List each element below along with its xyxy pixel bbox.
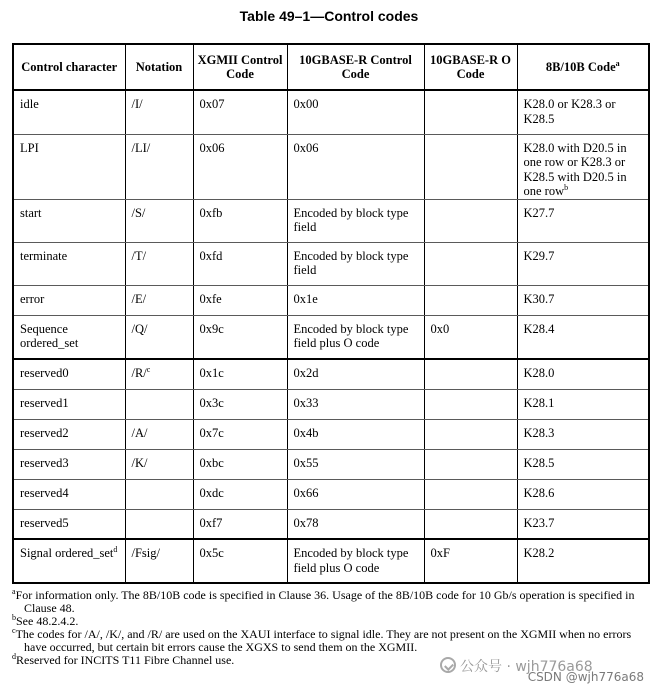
cell-10gbase-r-control-code-text: 0x2d [293,366,319,380]
header-10gbase-r-o-code: 10GBASE-R O Code [424,44,517,90]
cell-notation-text: /A/ [131,425,148,440]
cell-8b10b-code [517,359,649,389]
cell-control-character [13,389,125,419]
cell-10gbase-r-control-code-text: 0x78 [293,515,319,530]
cell-10gbase-r-o-code [424,449,517,479]
cell-xgmii-control-code [193,479,287,509]
header-8b10b-code-label: 8B/10B Code [545,59,616,74]
footnote-text: For information only. The 8B/10B code is specified in Clause 36. Usage of the 8B/10B code for 10 Gb/s operation is specified in Clause 48. [15,588,635,615]
table-row [13,449,649,479]
cell-notation-text: /I/ [131,97,143,111]
cell-10gbase-r-o-code [424,242,517,285]
cell-control-character [13,285,125,315]
cell-control-character [13,509,125,539]
cell-10gbase-r-o-code [424,389,517,419]
cell-control-character-text: reserved0 [20,366,69,380]
cell-8b10b-code [517,199,649,242]
table-header-row [13,44,649,90]
cell-10gbase-r-control-code-text: 0x4b [293,425,319,440]
control-codes-table [12,43,650,584]
cell-control-character-text: error [20,291,45,306]
table-row [13,359,649,389]
cell-10gbase-r-o-code [424,199,517,242]
cell-notation-text: /Q/ [131,321,148,336]
csdn-watermark: CSDN @wjh776a68 [527,670,644,684]
cell-10gbase-r-control-code [287,389,424,419]
cell-xgmii-control-code-text: 0xfb [199,205,223,220]
footnote: $^a$For information only. The 8B/10B code is specified in Clause 36. Usage of the 8B/10B code for 10 Gb/s operation is specified in Clause 48. [12,587,635,615]
cell-control-character-text: reserved2 [20,425,69,440]
cell-10gbase-r-control-code-text: 0x06 [293,140,319,155]
cell-8b10b-code [517,449,649,479]
cell-xgmii-control-code [193,242,287,285]
cell-8b10b-code-text: K28.4 [523,321,555,336]
cell-control-character [13,315,125,359]
footnote: $^c$The codes for /A/, /K/, and /R/ are used on the XAUI interface to signal idle. They are not present on the XGMII when no errors have occurred, but certain bit errors cause the XGXS to send them on the XGMII. [12,626,632,654]
cell-10gbase-r-o-code [424,134,517,199]
cell-10gbase-r-o-code [424,509,517,539]
cell-xgmii-control-code [193,359,287,389]
cell-10gbase-r-control-code [287,479,424,509]
header-control-character: Control character [13,44,125,90]
cell-10gbase-r-control-code [287,419,424,449]
cell-control-character [13,449,125,479]
cell-10gbase-r-control-code [287,449,424,479]
cell-8b10b-code-text: K30.7 [523,291,555,306]
cell-10gbase-r-o-code-text: 0xF [430,546,450,560]
cell-notation [125,419,193,449]
cell-10gbase-r-control-code-text: 0x55 [293,455,319,470]
cell-10gbase-r-control-code [287,509,424,539]
cell-8b10b-code [517,134,649,199]
header-notation: Notation [125,44,193,90]
cell-10gbase-r-control-code [287,285,424,315]
cell-10gbase-r-control-code-text: Encoded by block type field [293,205,409,234]
cell-8b10b-code-text: K28.0 or K28.3 or K28.5 [523,97,616,126]
cell-10gbase-r-control-code-text: 0x66 [293,485,319,500]
cell-10gbase-r-control-code-text: 0x1e [293,291,318,306]
cell-notation [125,449,193,479]
cell-8b10b-code-text: K28.1 [523,395,555,410]
footnote-text: See 48.2.4.2. [16,614,79,628]
cell-control-character [13,539,125,583]
header-10gbase-r-control-code: 10GBASE-R Control Code [287,44,424,90]
cell-8b10b-code-text: K28.0 with D20.5 in one row or K28.3 or K28.5 with D20.5 in one row [523,140,627,198]
cell-control-character-text: reserved4 [20,485,69,500]
cell-xgmii-control-code-text: 0x7c [199,425,224,440]
table-row [13,509,649,539]
cell-notation [125,539,193,583]
cell-control-character [13,90,125,134]
cell-8b10b-code [517,479,649,509]
cell-notation-text: /Fsig/ [131,546,160,560]
table-title: Table 49–1—Control codes [239,8,419,24]
cell-xgmii-control-code [193,539,287,583]
cell-10gbase-r-control-code-text: Encoded by block type field [293,248,409,277]
cell-notation-text: /R/ [131,366,147,380]
cell-notation [125,509,193,539]
cell-xgmii-control-code-text: 0xfe [199,291,222,306]
footnote-ref-d: d [113,544,118,554]
cell-10gbase-r-control-code [287,199,424,242]
cell-8b10b-code-text: K28.5 [523,455,555,470]
cell-control-character-text: start [20,205,42,220]
cell-notation [125,315,193,359]
cell-control-character-text: reserved3 [20,455,69,470]
cell-notation [125,199,193,242]
cell-control-character-text: Signal ordered_set [20,546,114,560]
cell-notation [125,242,193,285]
cell-notation [125,90,193,134]
wechat-watermark-text: 公众号 · wjh776a68 [460,659,593,675]
cell-xgmii-control-code-text: 0x9c [199,321,224,336]
cell-8b10b-code [517,389,649,419]
cell-control-character-text: reserved1 [20,395,69,410]
cell-control-character [13,134,125,199]
cell-8b10b-code [517,242,649,285]
cell-10gbase-r-control-code-text: 0x00 [293,97,319,111]
table-row [13,134,649,199]
cell-xgmii-control-code-text: 0x06 [199,140,225,155]
cell-control-character [13,479,125,509]
cell-10gbase-r-control-code [287,242,424,285]
cell-notation-text: /S/ [131,205,146,220]
cell-8b10b-code-text: K28.6 [523,485,555,500]
cell-xgmii-control-code [193,199,287,242]
footnote-ref-b: b [564,182,569,192]
cell-control-character-text: reserved5 [20,515,69,530]
cell-10gbase-r-o-code [424,359,517,389]
cell-8b10b-code [517,315,649,359]
footnote-ref-a: a [615,58,620,68]
cell-8b10b-code-text: K23.7 [523,515,555,530]
table-row [13,419,649,449]
cell-xgmii-control-code [193,90,287,134]
cell-8b10b-code-text: K28.3 [523,425,555,440]
cell-xgmii-control-code [193,419,287,449]
cell-xgmii-control-code-text: 0xf7 [199,515,223,530]
cell-8b10b-code-text: K29.7 [523,248,555,263]
cell-10gbase-r-control-code-text: 0x33 [293,395,319,410]
table-row [13,539,649,583]
cell-8b10b-code-text: K28.2 [523,546,555,560]
table-body [13,90,649,583]
cell-8b10b-code [517,509,649,539]
cell-notation-text: /K/ [131,455,148,470]
table-row [13,285,649,315]
table-row [13,199,649,242]
cell-xgmii-control-code-text: 0x07 [199,97,225,111]
cell-8b10b-code [517,539,649,583]
cell-10gbase-r-control-code-text: Encoded by block type field plus O code [293,321,409,350]
table-row [13,90,649,134]
cell-10gbase-r-o-code [424,539,517,583]
table-row [13,389,649,419]
cell-control-character-text: Sequence ordered_set [20,321,79,350]
cell-8b10b-code [517,419,649,449]
cell-xgmii-control-code [193,315,287,359]
cell-notation-text: /E/ [131,291,147,306]
cell-xgmii-control-code [193,449,287,479]
cell-xgmii-control-code-text: 0xbc [199,455,224,470]
cell-10gbase-r-o-code [424,90,517,134]
cell-xgmii-control-code-text: 0xdc [199,485,224,500]
cell-10gbase-r-o-code [424,285,517,315]
footnote-ref-c: c [146,364,151,374]
cell-control-character-text: LPI [20,140,39,155]
header-8b10b-code [517,44,649,90]
cell-10gbase-r-o-code [424,315,517,359]
cell-notation [125,479,193,509]
table-row [13,242,649,285]
cell-10gbase-r-o-code [424,479,517,509]
cell-control-character-text: idle [20,97,39,111]
cell-notation-text: /T/ [131,248,147,263]
cell-8b10b-code [517,90,649,134]
cell-8b10b-code-text: K27.7 [523,205,555,220]
cell-xgmii-control-code-text: 0x3c [199,395,224,410]
cell-control-character [13,242,125,285]
cell-10gbase-r-control-code [287,90,424,134]
header-xgmii-control-code: XGMII Control Code [193,44,287,90]
cell-control-character-text: terminate [20,248,68,263]
footnote: $^d$Reserved for INCITS T11 Fibre Channel use. [12,652,235,667]
footnote-text: Reserved for INCITS T11 Fibre Channel use. [16,653,235,667]
cell-10gbase-r-control-code [287,359,424,389]
cell-xgmii-control-code [193,134,287,199]
cell-10gbase-r-control-code [287,134,424,199]
cell-notation [125,359,193,389]
cell-notation [125,389,193,419]
cell-xgmii-control-code [193,389,287,419]
cell-10gbase-r-control-code [287,539,424,583]
cell-10gbase-r-o-code-text: 0x0 [430,321,450,336]
cell-control-character [13,359,125,389]
cell-notation [125,134,193,199]
cell-8b10b-code-text: K28.0 [523,366,555,380]
cell-control-character [13,419,125,449]
table-row [13,479,649,509]
footnote: $^b$See 48.2.4.2. [12,613,79,628]
cell-notation-text: /LI/ [131,140,151,155]
footnote-text: The codes for /A/, /K/, and /R/ are used on the XAUI interface to signal idle. They are not present on the XGMII when no errors have occurred, but certain bit errors cause the XGXS to send them on the XGMII. [15,627,632,654]
cell-notation [125,285,193,315]
cell-xgmii-control-code-text: 0xfd [199,248,223,263]
cell-xgmii-control-code [193,509,287,539]
cell-10gbase-r-control-code-text: Encoded by block type field plus O code [293,546,409,575]
cell-xgmii-control-code-text: 0x1c [199,366,224,380]
cell-control-character [13,199,125,242]
wechat-logo-icon [440,657,456,673]
cell-xgmii-control-code [193,285,287,315]
cell-10gbase-r-o-code [424,419,517,449]
cell-8b10b-code [517,285,649,315]
cell-10gbase-r-control-code [287,315,424,359]
cell-xgmii-control-code-text: 0x5c [199,546,224,560]
table-row [13,315,649,359]
